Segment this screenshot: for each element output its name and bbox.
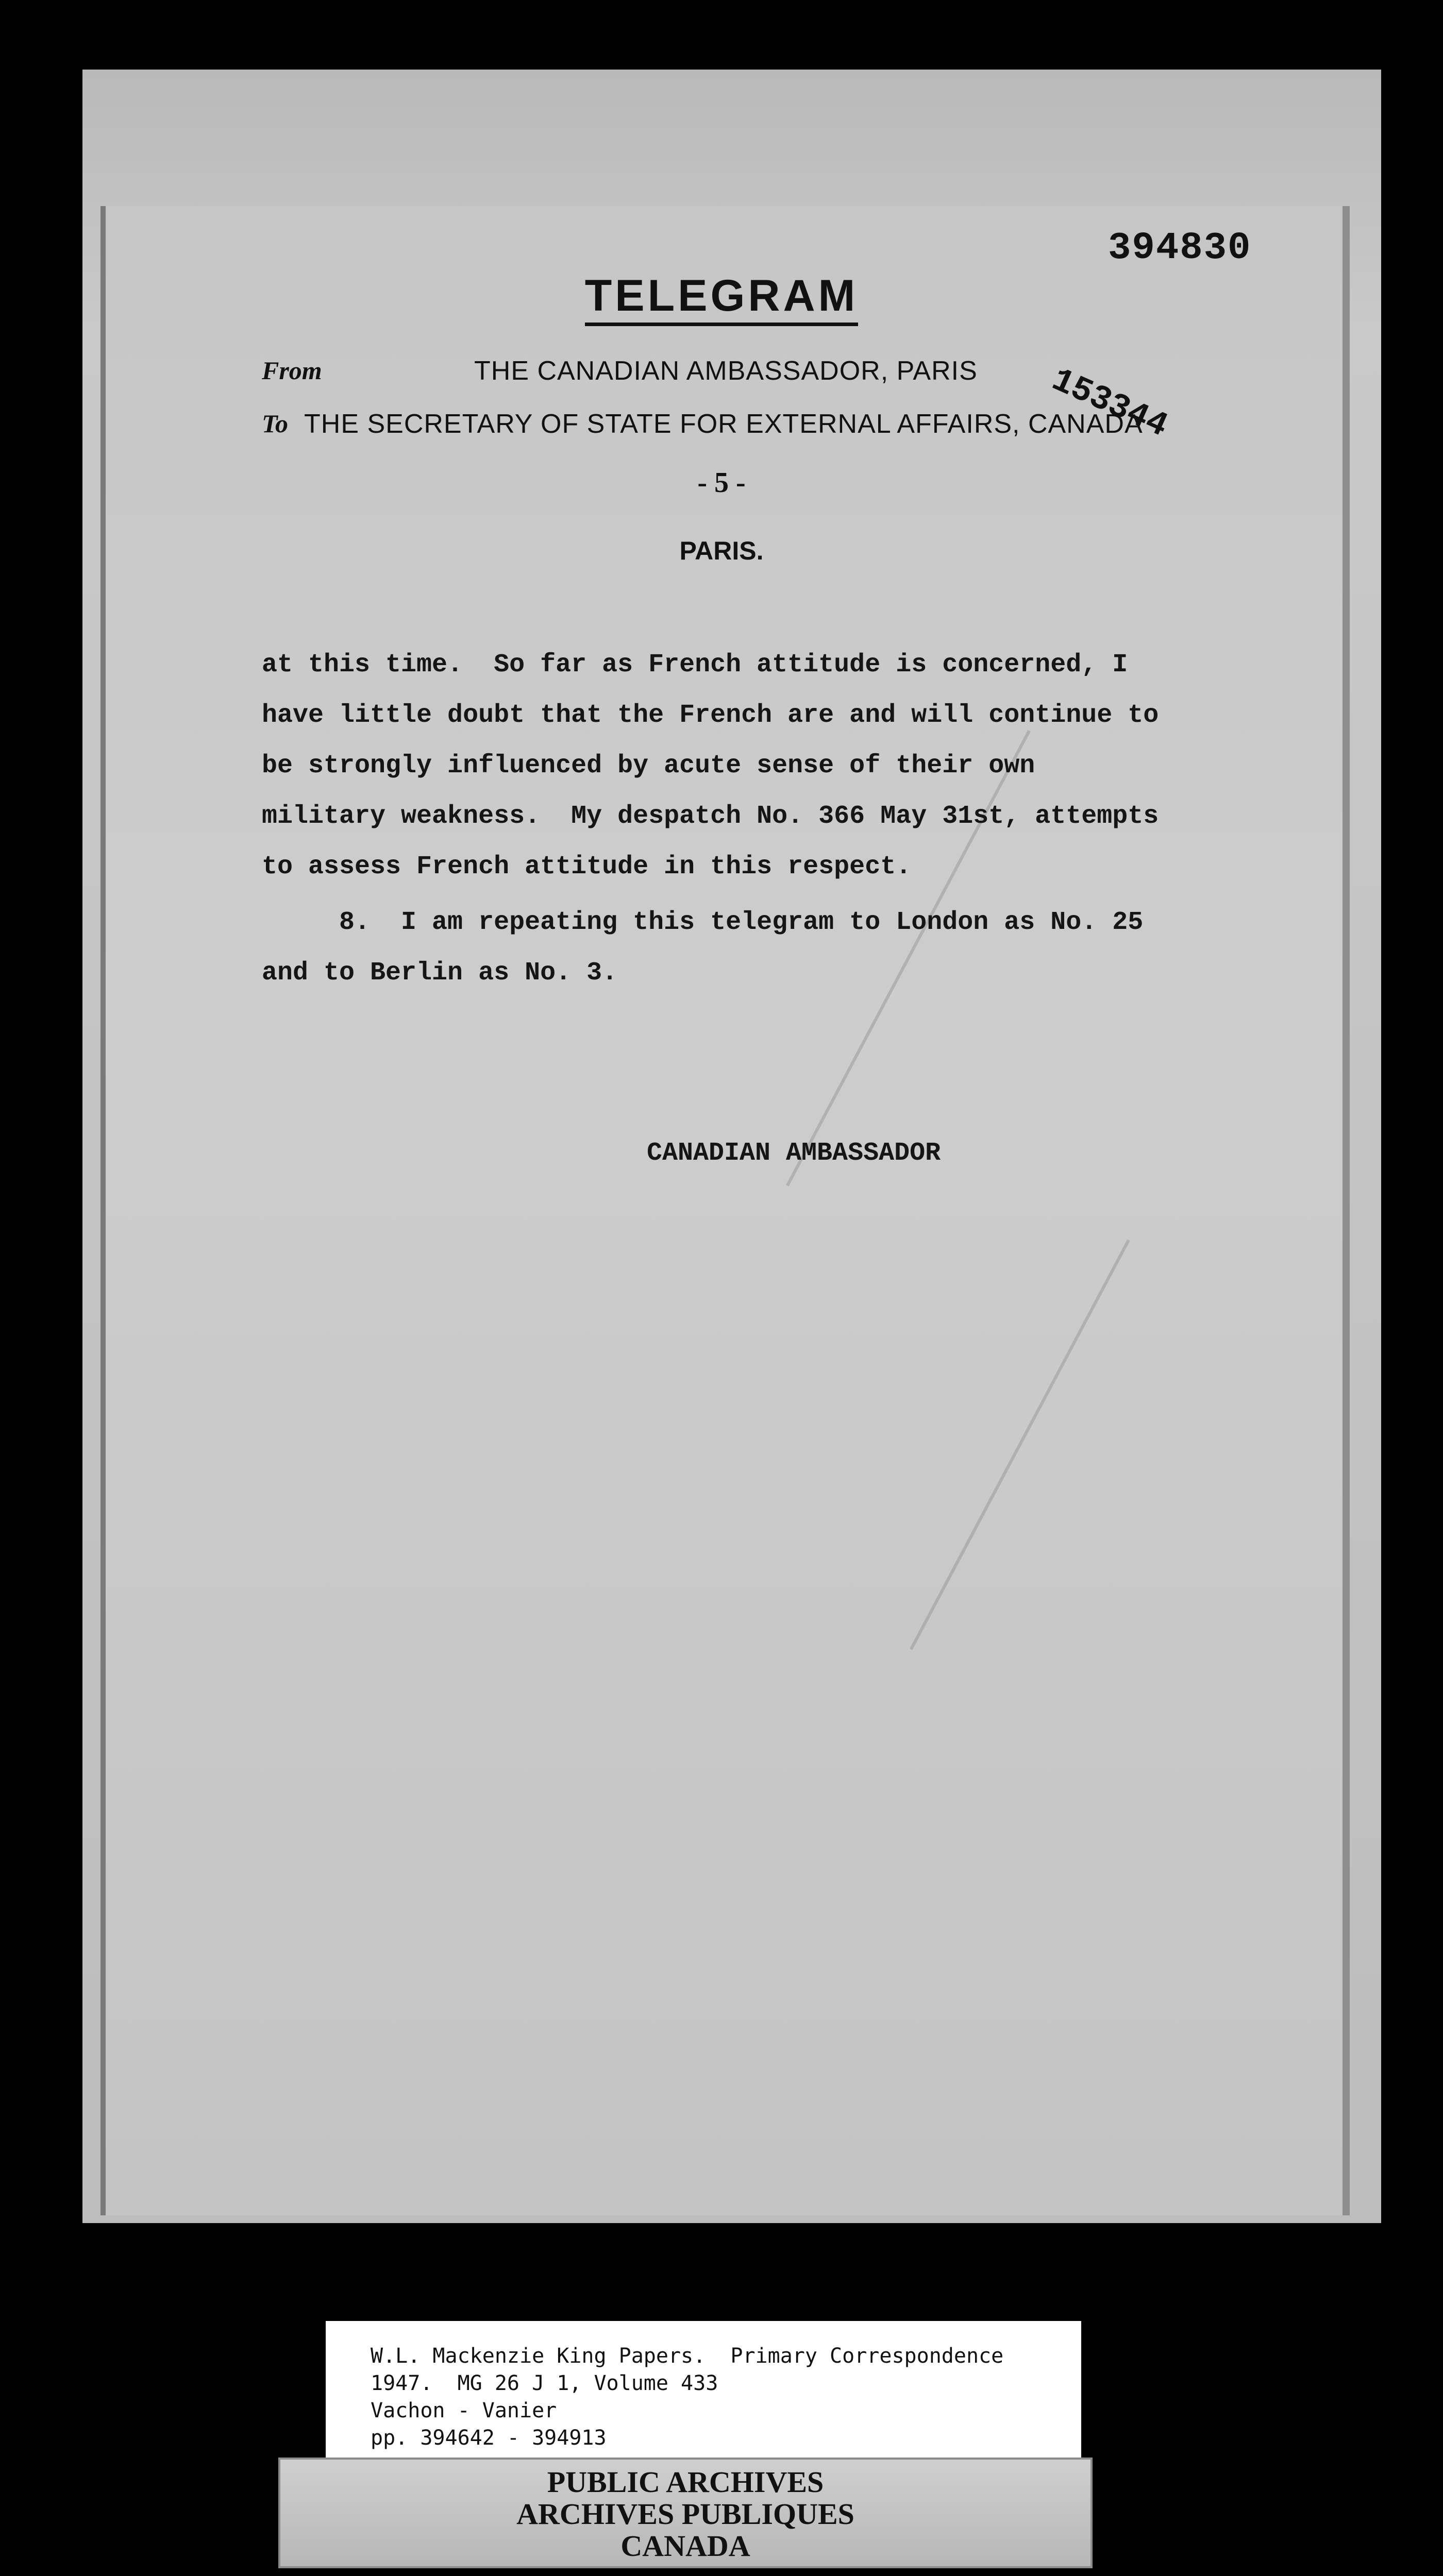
body-line: and to Berlin as No. 3. — [262, 958, 618, 988]
place-heading: PARIS. — [679, 536, 764, 565]
body-line: have little doubt that the French are and will continue to — [262, 701, 1159, 730]
reference-line: Vachon - Vanier — [371, 2399, 557, 2422]
archive-line: CANADA — [620, 2529, 750, 2563]
archive-label — [278, 2458, 1093, 2568]
telegram-title — [0, 270, 1443, 321]
from-value: THE CANADIAN AMBASSADOR, PARIS — [474, 356, 978, 386]
telegram-sheet — [100, 206, 1350, 2215]
fold-crease — [786, 730, 1031, 1187]
reference-line: 1947. MG 26 J 1, Volume 433 — [371, 2371, 718, 2395]
body-line: military weakness. My despatch No. 366 May 31st, attempts — [262, 802, 1159, 831]
telegram-title-text: TELEGRAM — [585, 271, 859, 326]
archive-line: PUBLIC ARCHIVES — [547, 2465, 824, 2499]
page-number: - 5 - — [697, 467, 746, 499]
body-line: at this time. So far as French attitude is concerned, I — [262, 650, 1128, 680]
to-value: THE SECRETARY OF STATE FOR EXTERNAL AFFAIRS, CANADA — [304, 409, 1143, 439]
fold-crease-lower — [910, 1239, 1130, 1650]
reference-line: W.L. Mackenzie King Papers. Primary Correspondence — [371, 2344, 1004, 2368]
document-number: 394830 — [1108, 227, 1252, 270]
reference-card — [326, 2321, 1081, 2470]
reference-line: pp. 394642 - 394913 — [371, 2426, 607, 2450]
archive-line: ARCHIVES PUBLIQUES — [516, 2497, 854, 2531]
body-line: to assess French attitude in this respect. — [262, 852, 912, 882]
signature: CANADIAN AMBASSADOR — [647, 1139, 941, 1168]
file-stamp: 153344 — [1046, 361, 1174, 446]
body-line: be strongly influenced by acute sense of their own — [262, 751, 1035, 781]
from-label: From — [262, 356, 322, 385]
to-label: To — [262, 409, 288, 438]
body-line: 8. I am repeating this telegram to London as No. 25 — [262, 908, 1144, 937]
